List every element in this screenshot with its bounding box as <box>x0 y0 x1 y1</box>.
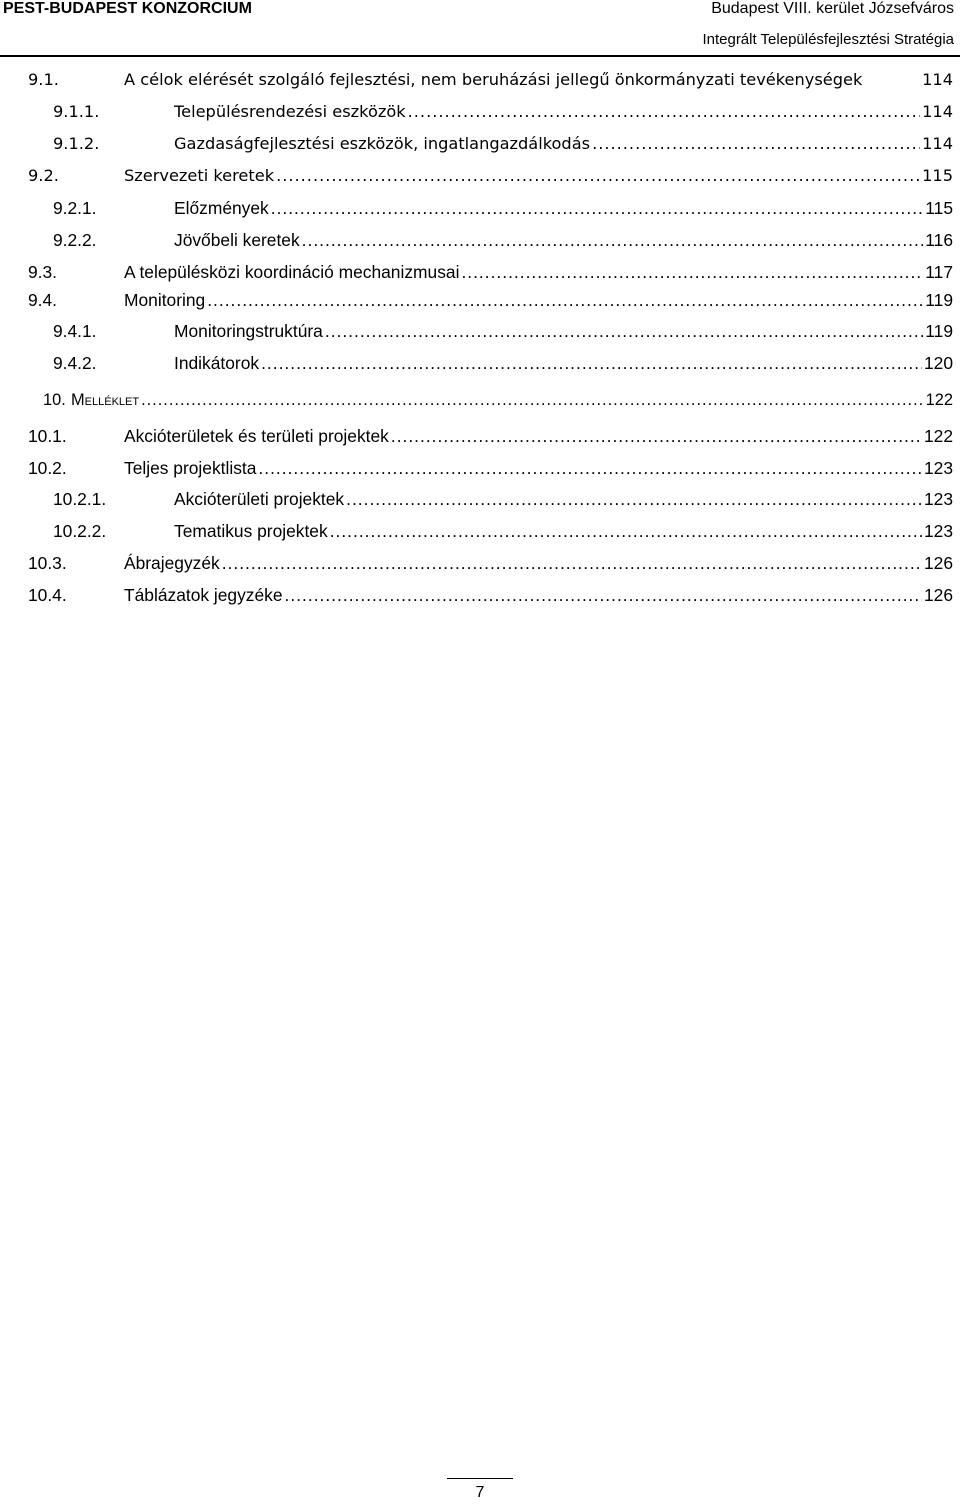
toc-entry[interactable] <box>53 519 953 543</box>
toc-leader <box>408 100 920 124</box>
toc-entry-number: 9.4. <box>28 290 58 310</box>
toc-leader <box>258 456 922 480</box>
toc-entry-number: 9.2.2. <box>53 230 97 250</box>
toc-entry[interactable] <box>28 288 953 312</box>
toc-entry[interactable] <box>28 456 953 480</box>
toc-entry[interactable] <box>53 196 953 220</box>
toc-entry-title: Gazdaságfejlesztési eszközök, ingatlangazdálkodás <box>174 134 591 153</box>
district-name: Budapest VIII. kerület Józsefváros <box>711 0 954 17</box>
toc-entry-title: Monitoring <box>124 290 206 310</box>
toc-entry-number: 9.1. <box>28 70 59 89</box>
toc-entry-page: 126 <box>923 553 953 573</box>
toc-entry-number: 9.1.2. <box>53 134 100 153</box>
toc-entry-title: Szervezeti keretek <box>124 166 275 185</box>
toc-entry-page: 123 <box>923 458 953 478</box>
toc-leader <box>285 583 922 607</box>
toc-entry-page: 116 <box>925 230 953 250</box>
toc-entry-number: 9.2.1. <box>53 198 97 218</box>
toc-entry-page: 119 <box>925 290 953 310</box>
toc-entry[interactable] <box>53 319 953 343</box>
toc-entry-title: Monitoringstruktúra <box>174 321 323 341</box>
toc-entry-title: Akcióterületi projektek <box>174 489 345 509</box>
toc-entry-number: 9.4.1. <box>53 321 97 341</box>
toc-entry[interactable] <box>53 100 953 124</box>
toc-entry-title: A településközi koordináció mechanizmusai <box>124 262 460 282</box>
consortium-name: PEST-BUDAPEST KONZORCIUM <box>3 0 252 17</box>
toc-leader <box>207 288 923 312</box>
toc-entry[interactable] <box>28 164 953 188</box>
toc-entry-number: 9.1.1. <box>53 102 100 121</box>
toc-entry[interactable] <box>28 424 953 448</box>
toc-entry-title: Ábrajegyzék <box>124 553 220 573</box>
toc-entry-page: 117 <box>925 262 953 282</box>
toc-entry-page: 115 <box>922 166 953 185</box>
toc-leader <box>261 351 922 375</box>
toc-entry[interactable] <box>53 228 953 252</box>
toc-entry-title: Akcióterületek és területi projektek <box>124 426 389 446</box>
toc-leader <box>330 519 922 543</box>
toc-entry-title: Tematikus projektek <box>174 521 328 541</box>
toc-entry[interactable] <box>28 583 953 607</box>
toc-leader <box>325 319 923 343</box>
toc-entry-title: Indikátorok <box>174 353 260 373</box>
toc-entry-title: Előzmények <box>174 198 269 218</box>
toc-entry-title: Melléklet <box>71 391 140 409</box>
toc-entry-number: 10.1. <box>28 426 67 446</box>
toc-entry-page: 126 <box>923 585 953 605</box>
toc-leader <box>276 164 920 188</box>
toc-entry[interactable] <box>28 260 953 284</box>
toc-entry-number: 10. <box>43 391 66 409</box>
toc-entry-title: Jövőbeli keretek <box>174 230 300 250</box>
toc-leader <box>141 388 924 412</box>
toc-entry-title: Táblázatok jegyzéke <box>124 585 283 605</box>
toc-entry-page: 122 <box>925 391 953 409</box>
toc-entry-title: Teljes projektlista <box>124 458 257 478</box>
toc-leader <box>271 196 924 220</box>
toc-entry-number: 10.3. <box>28 553 67 573</box>
toc-leader <box>461 260 923 284</box>
header-divider <box>0 55 960 57</box>
toc-leader <box>592 132 920 156</box>
toc-entry[interactable] <box>28 68 953 92</box>
toc-leader <box>222 551 922 575</box>
toc-entry-page: 123 <box>923 489 953 509</box>
toc-entry-page: 123 <box>923 521 953 541</box>
page-header <box>0 0 960 58</box>
toc-entry-page: 122 <box>923 426 953 446</box>
toc-entry-number: 10.2.2. <box>53 521 107 541</box>
toc-entry[interactable] <box>53 487 953 511</box>
toc-entry-number: 9.3. <box>28 262 58 282</box>
toc-entry-number: 9.2. <box>28 166 59 185</box>
toc-entry[interactable] <box>28 551 953 575</box>
toc-entry-page: 120 <box>923 353 953 373</box>
toc-leader <box>302 228 924 252</box>
toc-entry-number: 10.4. <box>28 585 67 605</box>
toc-entry-page: 115 <box>925 198 953 218</box>
toc-entry[interactable] <box>43 388 953 412</box>
toc-leader <box>391 424 922 448</box>
document-title: Integrált Településfejlesztési Stratégia <box>702 31 954 48</box>
toc-entry-title: Településrendezési eszközök <box>174 102 406 121</box>
toc-leader <box>346 487 922 511</box>
toc-entry-page: 114 <box>922 70 953 89</box>
footer-divider <box>447 1478 513 1479</box>
toc-entry-number: 9.4.2. <box>53 353 97 373</box>
toc-entry-number: 10.2.1. <box>53 489 107 509</box>
toc-entry[interactable] <box>53 351 953 375</box>
page-number: 7 <box>475 1484 485 1501</box>
toc-entry-page: 114 <box>922 134 953 153</box>
toc-entry-title: A célok elérését szolgáló fejlesztési, nem beruházási jellegű önkormányzati tevékenységek <box>124 70 863 89</box>
toc-entry-page: 114 <box>922 102 953 121</box>
toc-entry-number: 10.2. <box>28 458 67 478</box>
toc-entry-page: 119 <box>925 321 953 341</box>
toc-entry[interactable] <box>53 132 953 156</box>
